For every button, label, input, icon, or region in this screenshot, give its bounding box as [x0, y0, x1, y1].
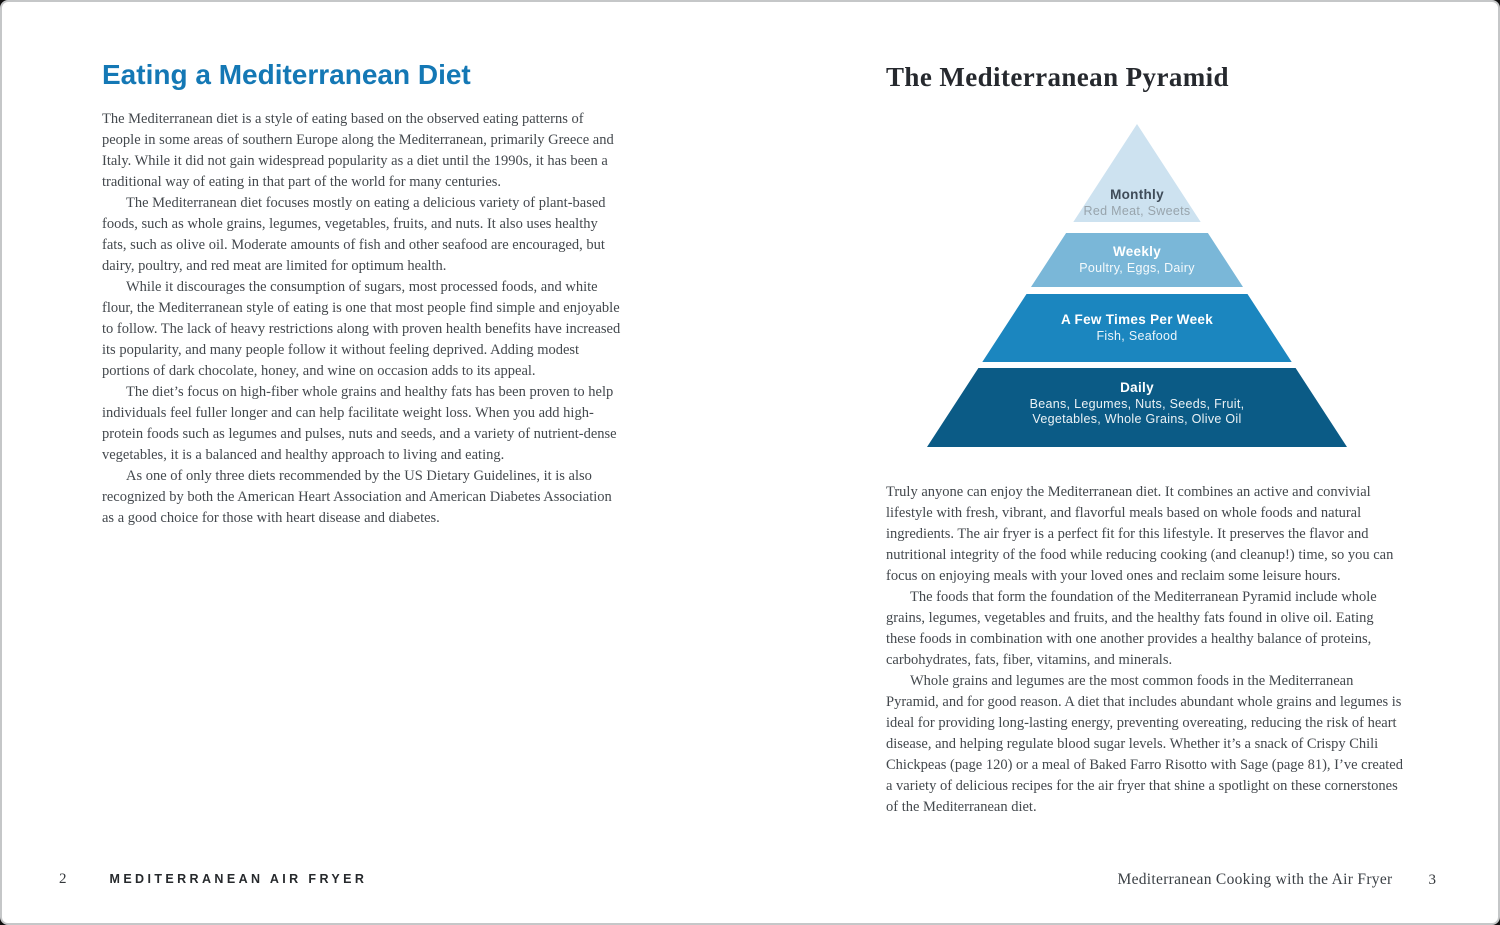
- pyramid-tier-daily-shape: [927, 368, 1347, 447]
- pyramid-shapes: [927, 124, 1347, 447]
- tier-frequency: Monthly: [1110, 187, 1164, 202]
- tier-foods: Poultry, Eggs, Dairy: [1079, 261, 1195, 275]
- paragraph: The Mediterranean diet focuses mostly on eating a delicious variety of plant-based foods, such as whole grains, legumes, vegetables, fruits, and nuts. It also uses healthy fats, such as olive oil. Moderate amounts of fish and other seafood are encouraged, but dairy, poultry, and red meat are limited for optimum health.: [102, 194, 606, 274]
- left-page-footer: [59, 871, 367, 888]
- mediterranean-pyramid-diagram: [927, 124, 1347, 447]
- left-page-text-column: [102, 60, 624, 529]
- tier-frequency: A Few Times Per Week: [1060, 312, 1214, 327]
- right-page-footer: [1117, 871, 1436, 889]
- tier-frequency: Daily: [1120, 380, 1154, 395]
- pyramid-tier-weekly-shape: [1031, 233, 1243, 287]
- chapter-heading: Eating a Mediterranean Diet: [102, 59, 471, 90]
- paragraph: Truly anyone can enjoy the Mediterranean diet. It combines an active and convivial lifestyle with fresh, vibrant, and flavorful meals based on whole foods and natural ingredients. The air fryer is a perfect fit for this lifestyle. It preserves the flavor and nutritional integrity of the food while reducing cooking (and cleanup!) time, so you can focus on enjoying meals with your loved ones and reclaim some leisure hours.: [886, 484, 1394, 584]
- left-body-text: [102, 109, 624, 529]
- running-head-right: Mediterranean Cooking with the Air Fryer: [1117, 871, 1393, 888]
- paragraph: The Mediterranean diet is a style of eating based on the observed eating patterns of people in some areas of southern Europe along the Mediterranean, primarily Greece and Italy. While it did not gain widespread popularity as a diet until the 1990s, it has been a traditional way of eating in that part of the world for many centuries.: [102, 110, 614, 190]
- pyramid-tier-monthly-shape: [1073, 124, 1200, 222]
- paragraph: Whole grains and legumes are the most common foods in the Mediterranean Pyramid, and for good reason. A diet that includes abundant whole grains and legumes is ideal for providing long-lasting energy, preventing overeating, reducing the risk of heart disease, and helping regulate blood sugar levels. Whether it’s a snack of Crispy Chili Chickpeas (page 120) or a meal of Baked Farro Risotto with Sage (page 81), I’ve created a variety of delicious recipes for the air fryer that shine a spotlight on these cornerstones of the Mediterranean diet.: [886, 673, 1403, 815]
- tier-foods-line1: Beans, Legumes, Nuts, Seeds, Fruit,: [1029, 397, 1245, 411]
- paragraph: As one of only three diets recommended by the US Dietary Guidelines, it is also recognized by both the American Heart Association and American Diabetes Association as a good choice for those with heart disease and diabetes.: [102, 467, 612, 526]
- tier-foods: Red Meat, Sweets: [1083, 204, 1191, 218]
- page-number-right: 3: [1428, 872, 1436, 888]
- tier-foods: Fish, Seafood: [1096, 329, 1178, 343]
- tier-foods-line2: Vegetables, Whole Grains, Olive Oil: [1032, 412, 1242, 426]
- paragraph: The diet’s focus on high-fiber whole grains and healthy fats has been proven to help individuals feel fuller longer and can help facilitate weight loss. When you add high-protein foods such as legumes and pulses, nuts and seeds, and a variety of nutrient-dense vegetables, it is a balanced and healthy approach to living and eating.: [102, 383, 617, 463]
- pyramid-section-title: The Mediterranean Pyramid: [886, 62, 1229, 92]
- running-head-left: MEDITERRANEAN AIR FRYER: [109, 872, 368, 886]
- pyramid-tier-fewtimes-shape: [982, 294, 1291, 362]
- page-number-left: 2: [59, 871, 67, 887]
- paragraph: The foods that form the foundation of the Mediterranean Pyramid include whole grains, legumes, vegetables and fruits, and the healthy fats found in olive oil. Eating these foods in combination with one another provides a healthy balance of proteins, carbohydrates, fats, fiber, vitamins, and minerals.: [886, 589, 1377, 668]
- paragraph: While it discourages the consumption of sugars, most processed foods, and white flour, the Mediterranean style of eating is one that most people find simple and enjoyable to follow. The lack of heavy restrictions along with proven health benefits have increased its popularity, and many people follow it without feeling deprived. Adding modest portions of dark chocolate, honey, and wine on occasion adds to its appeal.: [102, 278, 621, 379]
- tier-frequency: Weekly: [1112, 244, 1162, 259]
- right-body-text: [886, 482, 1404, 818]
